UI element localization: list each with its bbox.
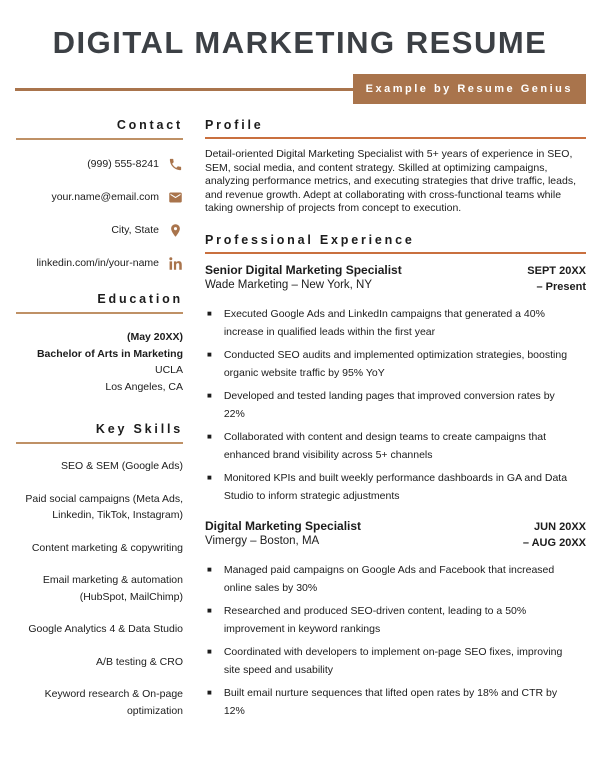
- profile-section: [205, 118, 586, 216]
- job-dates: [517, 263, 586, 295]
- job-date-end: – Present: [536, 280, 586, 293]
- bullet-square-icon: ■: [207, 605, 212, 615]
- linkedin-url: linkedin.com/in/your-name: [36, 257, 159, 269]
- skill-item: Keyword research & On-page optimization: [44, 688, 183, 717]
- education-heading: Education: [97, 292, 183, 306]
- bullet-square-icon: ■: [207, 349, 212, 359]
- bullet-text: Conducted SEO audits and implemented optimization strategies, boosting organic website traffic by 95% YoY: [223, 348, 568, 379]
- bullet-square-icon: ■: [207, 390, 212, 400]
- contact-row-phone: [16, 156, 183, 172]
- job-company: Vimergy – Boston, MA: [205, 535, 320, 547]
- job-bullet: [205, 643, 586, 679]
- education-entry: [16, 329, 183, 395]
- phone-number: (999) 555-8241: [87, 158, 159, 170]
- bullet-square-icon: ■: [207, 687, 212, 697]
- main-content: [205, 118, 586, 735]
- job-date-start: JUN 20XX: [534, 520, 586, 533]
- skill-item: Content marketing & copywriting: [31, 541, 183, 554]
- job-company: Wade Marketing – New York, NY: [205, 279, 373, 291]
- resume-body: [16, 118, 586, 735]
- header-rule: [15, 88, 353, 91]
- bullet-text: Executed Google Ads and LinkedIn campaigns that generated a 40% increase in qualified leads within the first year: [223, 307, 545, 338]
- job-bullet: [205, 602, 586, 638]
- experience-heading: Professional Experience: [205, 232, 415, 247]
- page-title: DIGITAL MARKETING RESUME: [52, 25, 548, 60]
- job-title: Digital Marketing Specialist: [205, 518, 362, 533]
- job-date-start: SEPT 20XX: [527, 264, 586, 277]
- education-degree: Bachelor of Arts in Marketing: [36, 347, 183, 360]
- profile-heading: Profile: [205, 118, 264, 132]
- job-header: [205, 263, 586, 295]
- bullet-text: Collaborated with content and design teams to create campaigns that enhanced brand visibility across 5+ channels: [223, 430, 547, 461]
- bullet-text: Developed and tested landing pages that improved conversion rates by 22%: [223, 389, 555, 420]
- bullet-text: Managed paid campaigns on Google Ads and Facebook that increased online sales by 30%: [223, 563, 555, 594]
- header-divider: [15, 74, 586, 104]
- job-bullet: [205, 469, 586, 505]
- phone-icon: [168, 157, 183, 172]
- contact-heading: Contact: [116, 118, 183, 132]
- job-entry-senior-specialist: [205, 263, 586, 505]
- job-title: Senior Digital Marketing Specialist: [205, 262, 402, 277]
- bullet-text: Built email nurture sequences that lifted open rates by 18% and CTR by 12%: [223, 686, 558, 717]
- job-bullet: [205, 346, 586, 382]
- contact-section: [16, 118, 183, 271]
- contact-rule: [16, 138, 183, 140]
- key-skills-rule: [16, 442, 183, 444]
- job-bullet: [205, 387, 586, 423]
- contact-list: [16, 156, 183, 271]
- education-section: [16, 292, 183, 395]
- example-badge: Example by Resume Genius: [353, 74, 586, 104]
- skill-item: Email marketing & automation (HubSpot, MailChimp): [42, 574, 183, 603]
- job-bullet: [205, 305, 586, 341]
- experience-section: [205, 233, 586, 720]
- bullet-square-icon: ■: [207, 472, 212, 482]
- sidebar: [16, 118, 183, 735]
- email-address: your.name@email.com: [51, 191, 159, 203]
- bullet-square-icon: ■: [207, 431, 212, 441]
- bullet-text: Researched and produced SEO-driven content, leading to a 50% improvement in keyword rankings: [223, 604, 527, 635]
- skills-list: [16, 458, 183, 719]
- job-title-block: [205, 519, 361, 550]
- job-title-block: [205, 263, 402, 294]
- job-bullet-list: [205, 561, 586, 720]
- education-location: Los Angeles, CA: [105, 380, 183, 393]
- contact-row-linkedin: [16, 255, 183, 271]
- bullet-text: Monitored KPIs and built weekly performance dashboards in GA and Data Studio to inform strategic adjustments: [223, 471, 568, 502]
- bullet-square-icon: ■: [207, 564, 212, 574]
- bullet-square-icon: ■: [207, 646, 212, 656]
- profile-rule: [205, 137, 586, 139]
- job-bullet-list: [205, 305, 586, 505]
- key-skills-section: [16, 422, 183, 719]
- contact-row-location: [16, 222, 183, 238]
- skill-item: SEO & SEM (Google Ads): [61, 460, 183, 472]
- job-date-end: – AUG 20XX: [522, 536, 586, 549]
- profile-summary: Detail-oriented Digital Marketing Specialist with 5+ years of experience in SEO, SEM, social media, and content strategy. Skilled at optimizing campaigns, analyzing performance metrics, and executing strategies that drive traffic, leads, and revenue growth. Adept at collaborating with cross-functional teams while taking ownership of projects from concept to execution.: [205, 148, 576, 214]
- job-entry-specialist: [205, 519, 586, 720]
- education-school: UCLA: [154, 364, 183, 376]
- bullet-text: Coordinated with developers to implement on-page SEO fixes, improving site speed and usability: [223, 645, 563, 676]
- job-bullet: [205, 561, 586, 597]
- education-date: (May 20XX): [126, 331, 183, 343]
- skill-item: A/B testing & CRO: [96, 655, 183, 668]
- linkedin-icon: [168, 256, 183, 271]
- city-state: City, State: [111, 224, 159, 236]
- job-dates: [513, 519, 586, 551]
- contact-row-email: [16, 189, 183, 205]
- job-bullet: [205, 684, 586, 720]
- key-skills-heading: Key Skills: [95, 422, 183, 436]
- experience-rule: [205, 252, 586, 254]
- bullet-square-icon: ■: [207, 308, 212, 318]
- education-rule: [16, 312, 183, 314]
- location-pin-icon: [168, 223, 183, 238]
- job-header: [205, 519, 586, 551]
- skill-item: Paid social campaigns (Meta Ads, Linkedin, TikTok, Instagram): [25, 492, 183, 521]
- job-bullet: [205, 428, 586, 464]
- skill-item: Google Analytics 4 & Data Studio: [28, 623, 183, 635]
- envelope-icon: [168, 190, 183, 205]
